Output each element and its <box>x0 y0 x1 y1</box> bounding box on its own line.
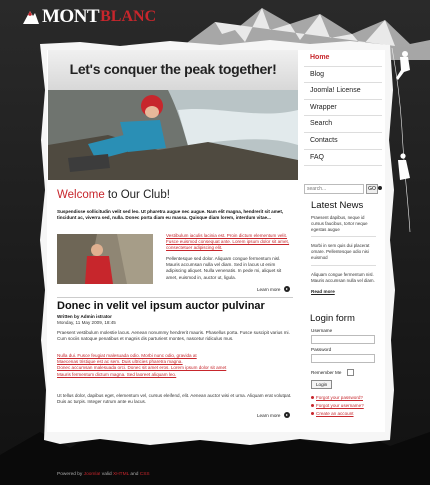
search-form <box>304 184 382 194</box>
remember-me-row <box>304 369 380 376</box>
news-divider <box>311 265 376 266</box>
news-item[interactable] <box>304 215 380 237</box>
article-photo <box>57 234 153 284</box>
banner-headline-bar <box>48 50 298 90</box>
footer-text: valid <box>100 472 113 477</box>
article2-link[interactable]: Nulla dui. Fusce feugiat malesuada odio. Morbi nunc odio, gravida at <box>57 353 197 358</box>
news-item-text: Morbi in sem quis dui placerat ornare. Pellentesque odio nisi euismod <box>311 243 370 260</box>
logo-word-blanc: BLANC <box>100 8 157 25</box>
remember-me-label: Remember Me <box>311 370 342 375</box>
username-field[interactable] <box>311 335 375 344</box>
footer-joomla-link[interactable]: Joomla! <box>83 472 101 477</box>
article2-body: Praesent vestibulum molestie lacus. Aenean nonummy hendrerit mauris. Phasellus porta. Fusce suscipit varius mi. Cum sociis natoque penatibus et magnis dis parturient montes, nascetur ridiculus mus. <box>57 330 290 342</box>
password-label: Password <box>311 347 332 352</box>
login-row <box>311 380 380 389</box>
learn-more-button-2[interactable] <box>257 412 290 418</box>
article2-author: Written by Admin istrator <box>57 314 112 319</box>
menu-item-blog[interactable]: Blog <box>304 67 382 84</box>
news-item-text: Aliquam congue fermentum nisl. Mauris accumsan nulla vel diam. <box>311 271 375 283</box>
site-logo[interactable] <box>22 6 156 28</box>
menu-item-faq[interactable]: FAQ <box>304 150 382 167</box>
logo-word-mont: MONT <box>42 6 100 27</box>
menu-item-contacts[interactable]: Contacts <box>304 133 382 150</box>
remember-me-checkbox[interactable] <box>347 369 354 376</box>
footer-css-link[interactable]: CSS <box>139 472 150 477</box>
menu-item-wrapper[interactable]: Wrapper <box>304 100 382 117</box>
article1-body: Pellentesque sed dolor. Aliquam congue fermentum nisl. Mauris accumsan nulla vel diam. Sed in lacus ut enim adipiscing aliquet. Nulla venenatis. In pede mi, aliquet sit amet, euismod in, auctor ut, ligula. <box>166 256 282 280</box>
read-more-link[interactable]: Read more <box>311 289 335 295</box>
article2-link[interactable]: Maecenas tristique est ac sem. Duis ultricies pharetra magna. <box>57 359 183 365</box>
welcome-heading <box>57 189 170 201</box>
login-button[interactable]: Login <box>311 380 332 389</box>
login-title: Login form <box>310 313 355 324</box>
forgot-username-link[interactable]: Forgot your username? <box>304 403 380 408</box>
news-item[interactable] <box>304 272 380 284</box>
mountain-logo-icon <box>22 8 40 26</box>
article2-title[interactable]: Donec in velit vel ipsum auctor pulvinar <box>57 300 265 312</box>
banner-headline: Let's conquer the peak together! <box>69 61 277 77</box>
news-item[interactable] <box>304 243 380 265</box>
arrow-right-icon <box>284 412 290 418</box>
menu-item-home[interactable]: Home <box>304 50 382 67</box>
news-divider <box>311 236 376 237</box>
news-item-text: Praesent dapibus, neque id cursus faucibus, tortor neque egestas augue <box>311 215 368 232</box>
article2-link[interactable]: Mauris fermentum dictum magna. Sed laoreet aliquam leo. <box>57 371 177 377</box>
welcome-rest: to Our Club! <box>104 189 170 201</box>
create-account-link[interactable]: Create an account <box>304 411 380 416</box>
footer-xhtml-link[interactable]: XHTML <box>113 472 130 477</box>
main-menu <box>304 50 382 166</box>
article2-link[interactable]: Donec accumsan malesuada orci. Donec sit amet eros. Lorem ipsum dolor sit amet <box>57 365 227 371</box>
learn-more-button-1[interactable] <box>257 286 290 292</box>
search-input[interactable]: search... <box>304 184 364 194</box>
article2-body-2: Ut tellus dolor, dapibus eget, elementum vel, cursus eleifend, elit. Aenean auctor wisi et urna. Aliquam erat volutpat. Duis ac turpis. Integer rutrum ante eu lacus. <box>57 393 292 405</box>
menu-item-search[interactable]: Search <box>304 116 382 133</box>
footer-text: and <box>129 472 140 477</box>
article2-date: Monday, 11 May 2009, 18:45 <box>57 320 116 325</box>
latest-news-title: Latest News <box>311 200 364 211</box>
welcome-word: Welcome <box>57 189 105 201</box>
login-module <box>304 313 380 416</box>
footer <box>57 472 150 477</box>
hero-banner <box>48 50 298 180</box>
learn-more-label: Learn more <box>257 286 281 292</box>
search-button[interactable]: GO <box>366 184 378 194</box>
divider <box>57 297 293 298</box>
article1-link[interactable]: Vestibulum iaculis lacinia est. Proin dictum elementum velit. Fusce euismod consequat ante. Lorem ipsum dolor sit amet, consectetuer adipiscing elit. <box>166 233 290 251</box>
article2-link-list <box>57 353 293 378</box>
climber-photo <box>57 234 153 284</box>
learn-more-label: Learn more <box>257 412 281 418</box>
password-field[interactable] <box>311 354 375 363</box>
forgot-password-link[interactable]: Forgot your password? <box>304 395 380 400</box>
username-label: Username <box>311 328 333 333</box>
search-bullet-icon <box>378 186 382 190</box>
footer-text: Powered by <box>57 472 84 477</box>
intro-text: Suspendisse sollicitudin velit sed leo. Ut pharetra augue nec augue. Nam elit magna, hendrerit sit amet, tincidunt ac, viverra sed, nulla. Donec porta diam eu massa. Quisque diam lorem, interdum vitae... <box>57 209 284 221</box>
menu-item-joomla-license[interactable]: Joomla! License <box>304 83 382 100</box>
latest-news-module <box>304 200 380 294</box>
arrow-right-icon <box>284 286 290 292</box>
